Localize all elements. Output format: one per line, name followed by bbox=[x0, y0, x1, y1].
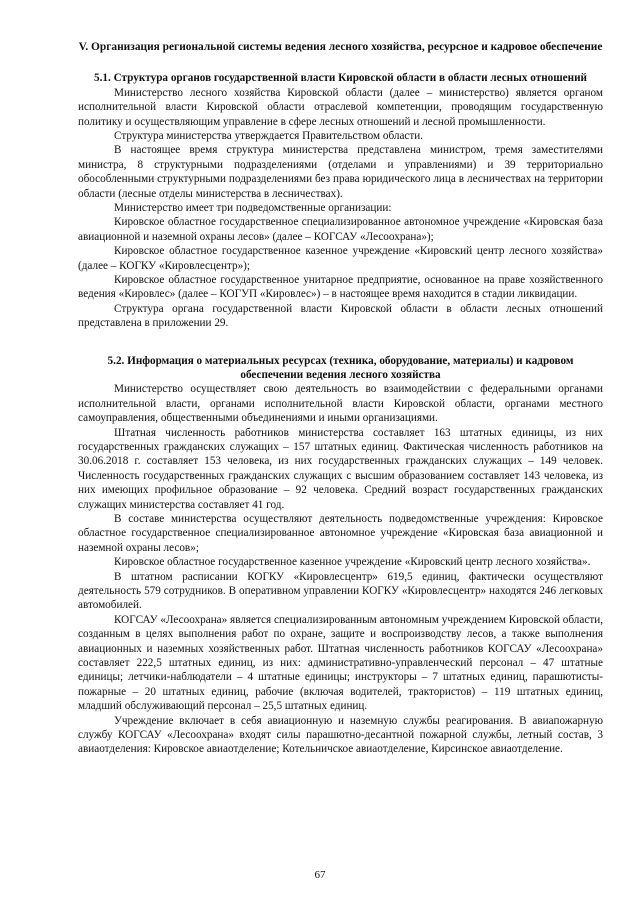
section-title-5-1: 5.1. Структура органов государственной власти Кировской области в области лесных отношений bbox=[94, 72, 587, 84]
paragraph: Структура органа государственной власти Кировской области в области лесных отношений представлена в приложении 29. bbox=[78, 302, 603, 330]
paragraph: Учреждение включает в себя авиационную и наземную службы реагирования. В авиапожарную службу КОГСАУ «Лесоохрана» входят силы парашютно-десантной пожарной службы, летный состав, 3 авиаотделения: Кировское авиаотделение; Котельничское авиаотделение, Кирсинское авиаотделение. bbox=[78, 714, 603, 756]
chapter-title: V. Организация региональной системы ведения лесного хозяйства, ресурсное и кадровое обеспечение bbox=[78, 41, 603, 53]
page-content bbox=[78, 40, 603, 757]
paragraph: Структура министерства утверждается Правительством области. bbox=[114, 130, 424, 143]
paragraph: Штатная численность работников министерства составляет 163 штатных единицы, из них государственных гражданских служащих – 157 штатных единиц. Фактическая численность работников на 30.06.2018 г. составляет 153 человека, из них государственных гражданских служащих – 149 человек. Численность государственных гражданских служащих с высшим образованием составляет 143 человека, из них имеющих профильное образование – 92 человека. Средний возраст государственных гражданских служащих министерства составляет 41 год. bbox=[78, 426, 603, 511]
paragraph: Министерство лесного хозяйства Кировской области (далее – министерство) является органом исполнительной власти Кировской области отраслевой компетенции, проводящим государственную политику и осуществляющим управление в сфере лесных отношений и лесной промышленности. bbox=[78, 86, 603, 128]
paragraph: Кировское областное государственное казенное учреждение «Кировский центр лесного хозяйства». bbox=[114, 556, 591, 569]
paragraph: В штатном расписании КОГКУ «Кировлесцентр» 619,5 единиц, фактически осуществляют деятельность 579 сотрудников. В оперативном управлении КОГКУ «Кировлесцентр» находятся 246 легковых автомобилей. bbox=[78, 570, 603, 612]
paragraph: Министерство осуществляет свою деятельность во взаимодействии с федеральными органами исполнительной власти, органами исполнительной власти Кировской области, органами местного самоуправления, общественными объединениями и иными организациями. bbox=[78, 383, 603, 425]
section-title-5-2: 5.2. Информация о материальных ресурсах (техника, оборудование, материалы) и кадровом обеспечении ведения лесного хозяйства bbox=[107, 354, 574, 381]
paragraph: В составе министерства осуществляют деятельность подведомственные учреждения: Кировское областное государственное специализированное автономное учреждение «Кировская база авиационной и наземной охраны лесов»; bbox=[78, 512, 603, 554]
paragraph: Министерство имеет три подведомственные организации: bbox=[114, 202, 392, 215]
paragraph: КОГСАУ «Лесоохрана» является специализированным автономным учреждением Кировской области, созданным в целях выполнения работ по охране, защите и воспроизводству лесов, а также выполнения авиационных и наземных хозяйственных работ. Штатная численность работников КОГСАУ «Лесоохрана» составляет 222,5 штатных единиц, из них: административно-управленческий персонал – 47 штатные единицы; летчики-наблюдатели – 4 штатные единицы; инструкторы – 7 штатных единиц, парашютисты-пожарные – 20 штатных единиц, рабочие (включая водителей, трактористов) – 119 штатных единиц, младший обслуживающий персонал – 25,5 штатных единиц. bbox=[78, 613, 603, 713]
paragraph: Кировское областное государственное унитарное предприятие, основанное на праве хозяйственного ведения «Кировлес» (далее – КОГУП «Кировлес») – в настоящее время находится в стадии ликвидации. bbox=[78, 274, 603, 301]
paragraph: Кировское областное государственное казенное учреждение «Кировский центр лесного хозяйства» (далее – КОГКУ «Кировлесцентр»); bbox=[78, 245, 603, 272]
page-number: 67 bbox=[314, 869, 326, 881]
paragraph: В настоящее время структура министерства представлена министром, тремя заместителями министра, 8 структурными подразделениями (отделами и управлениями) и 39 территориально обособленными структурными подразделениями без права юридического лица в лесничествах на территории области (лесные отделы министерства в лесничествах). bbox=[78, 144, 603, 200]
paragraph: Кировское областное государственное специализированное автономное учреждение «Кировская база авиационной и наземной охраны лесов» (далее – КОГСАУ «Лесоохрана»); bbox=[78, 216, 603, 243]
